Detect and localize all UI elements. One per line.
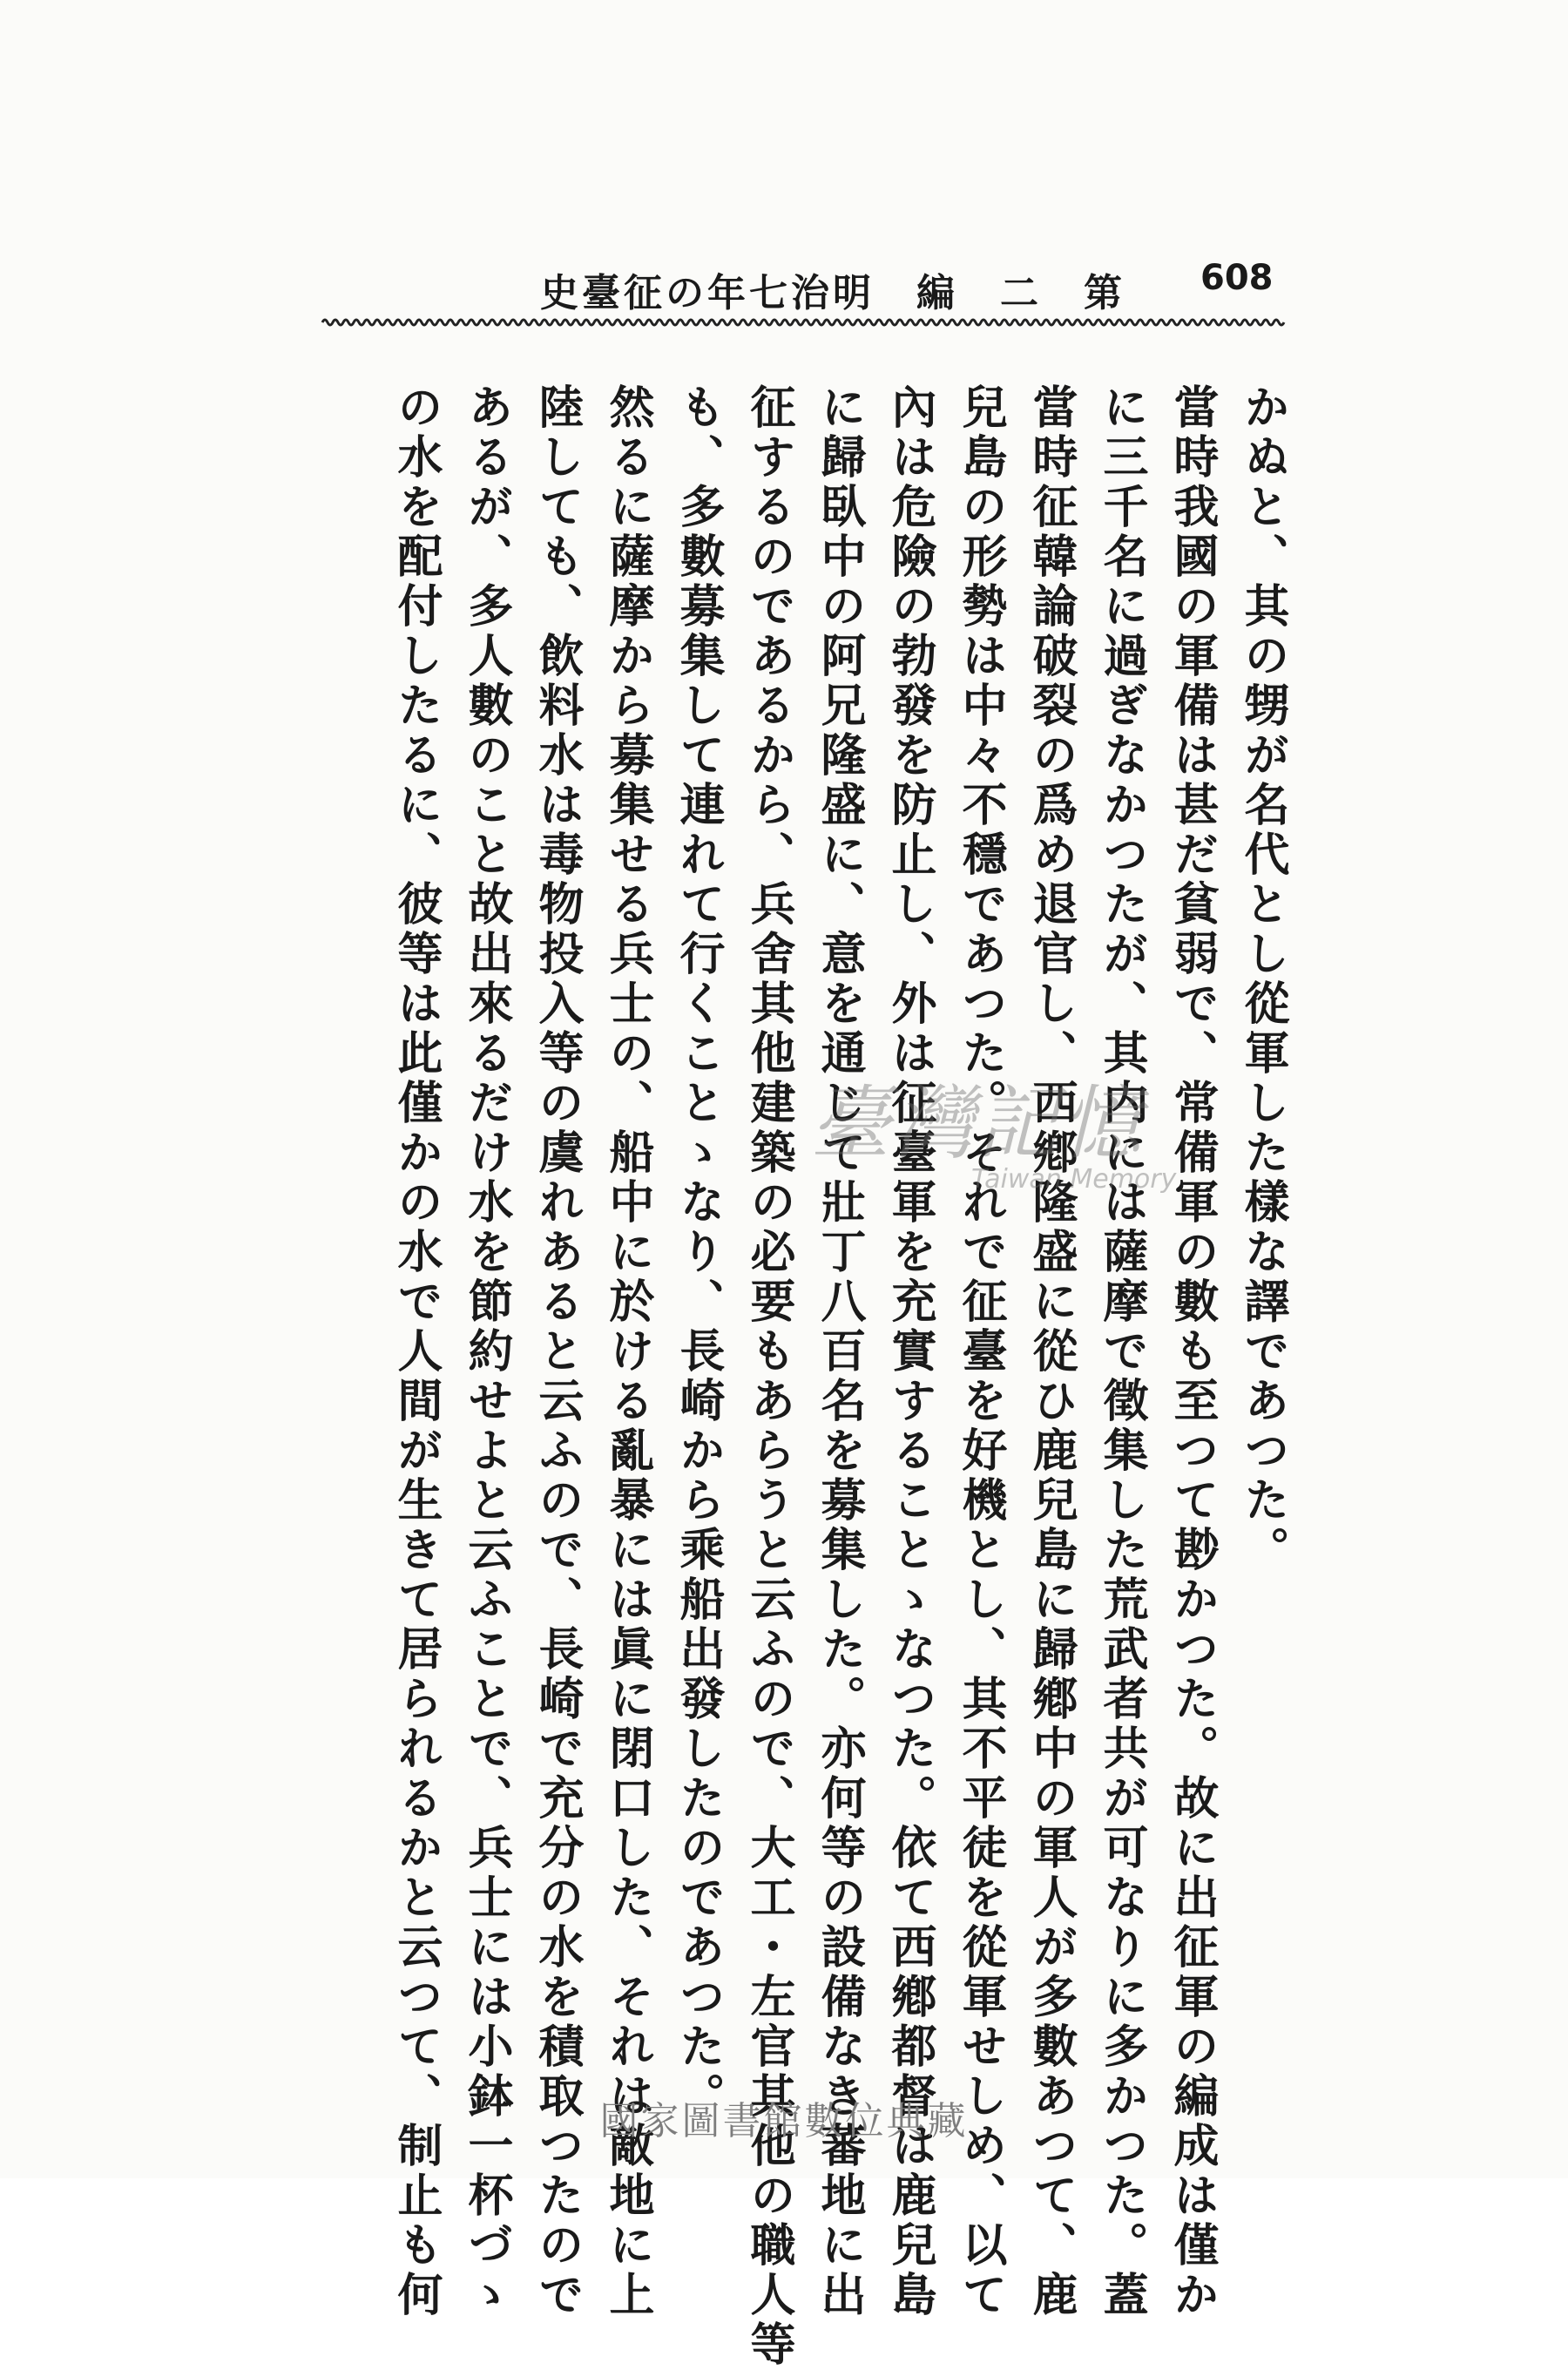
watermark-title: 臺灣記憶 [810, 1077, 1146, 1170]
watermark-subtitle: Taiwan Memory [971, 1164, 1177, 1195]
wavy-header-rule [322, 315, 1281, 329]
text-line: 兒島の形勢は中々不穩であつた。それで征臺を好機とし、其不平徒を從軍せしめ、以て [954, 383, 1007, 2320]
text-line: 當時我國の軍備は甚だ貧弱で、常備軍の數も至つて尠かつた。故に出征軍の編成は僅か [1166, 383, 1219, 2320]
running-header-title: 史臺征の年七治明 編 二 第 [540, 271, 1125, 315]
text-line: 內は危險の勃發を防止し、外は征臺軍を充實することゝなつた。依て西鄕都督は鹿兒島 [883, 383, 936, 2320]
text-line: 然るに薩摩から募集せる兵士の、船中に於ける亂暴には眞に閉口した、それは敵地に上 [601, 383, 654, 2320]
text-line: の水を配付したるに、彼等は此僅かの水で人間が生きて居られるかと云つて、制止も何 [389, 383, 443, 2320]
page-number: 608 [1200, 258, 1274, 298]
text-line: かぬと、其の甥が名代とし從軍した樣な譯であつた。 [1236, 383, 1289, 1575]
archive-footer: 國家圖書館數位典藏 [599, 2099, 969, 2143]
text-line: も、多數募集して連れて行くことゝなり、長崎から乘船出發したのであつた。 [672, 383, 725, 2122]
text-line: に三千名に過ぎなかつたが、其内には薩摩で徵集した荒武者共が可なりに多かつた。蓋 [1095, 383, 1148, 2320]
text-line: 征するのであるから、兵舍其他建築の必要もあらうと云ふので、大工・左官其他の職人等 [742, 383, 795, 2370]
text-line: あるが、多人數のこと故出來るだけ水を節約せよと云ふことで、兵士には小鉢一杯づゝ [460, 383, 513, 2320]
text-line: 陸しても、飲料水は毒物投入等の虞れあると云ふので、長崎で充分の水を積取つたので [531, 383, 584, 2320]
text-line: 當時征韓論破裂の爲め退官し、西鄕隆盛に從ひ鹿兒島に歸鄕中の軍人が多數あつて、鹿 [1024, 383, 1078, 2320]
text-line: に歸臥中の阿兄隆盛に、意を通じて壯丁八百名を募集した。亦何等の設備なき蕃地に出 [813, 383, 866, 2320]
